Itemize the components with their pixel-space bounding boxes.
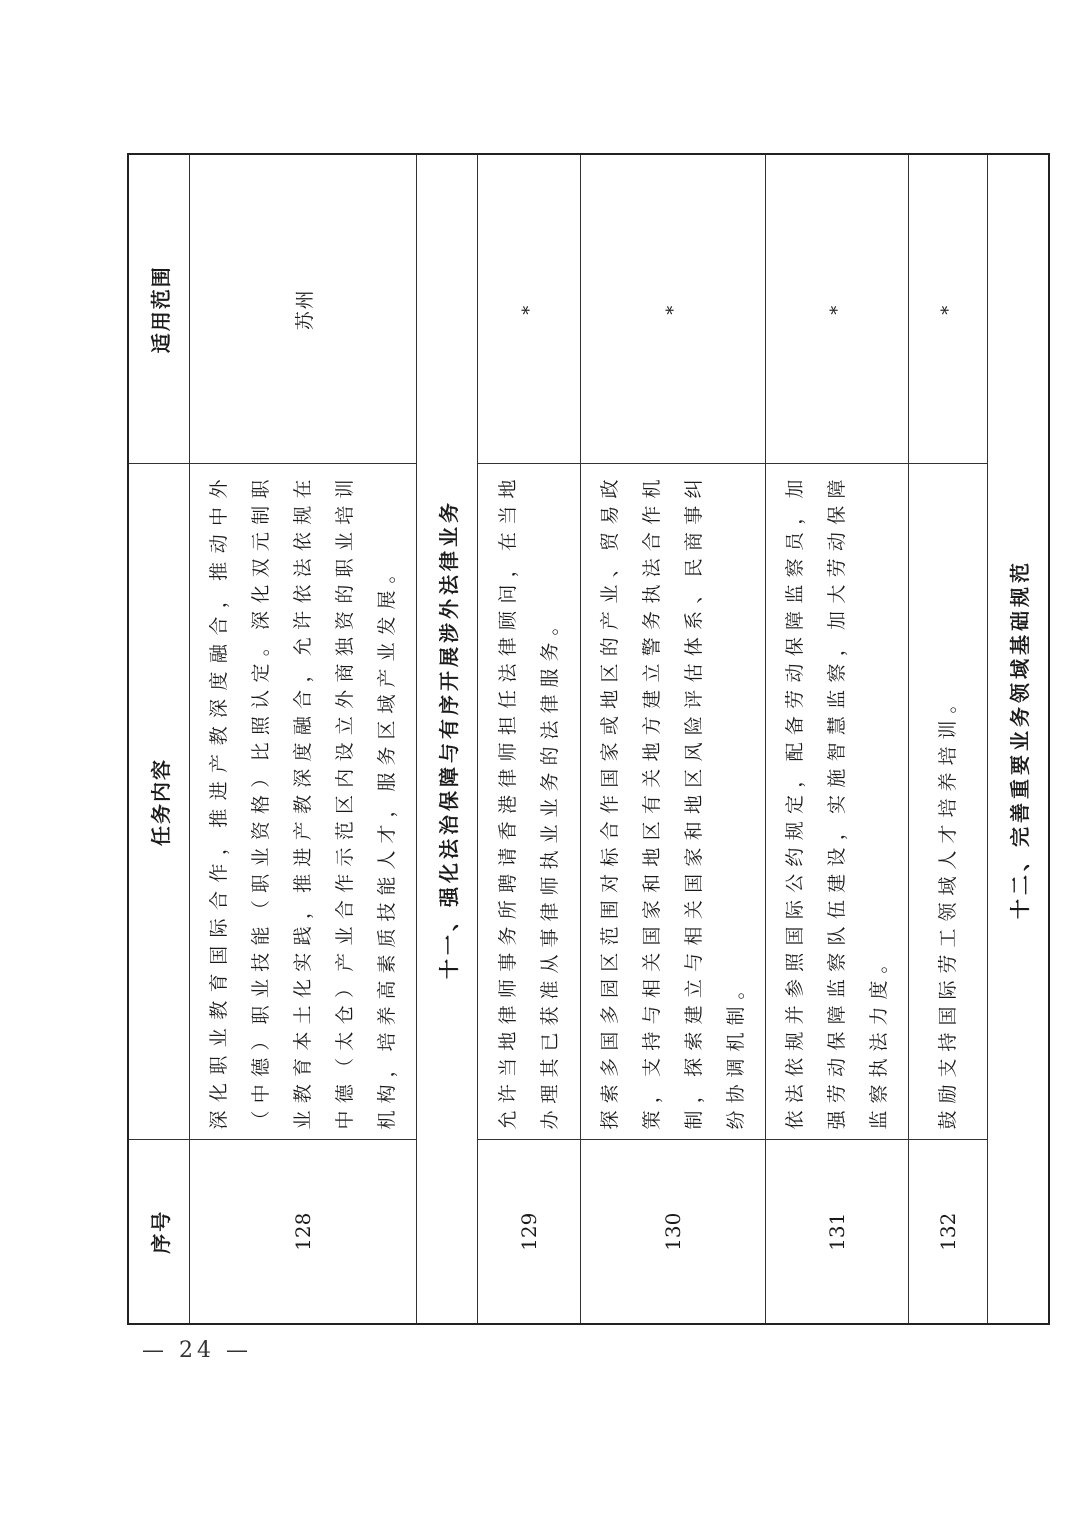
table-row: [190, 154, 417, 1324]
header-scope: 适用范围: [128, 154, 190, 464]
row-scope: *: [766, 154, 909, 464]
table-row: [909, 154, 988, 1324]
row-scope: *: [478, 154, 581, 464]
section-12-title: 十二、完善重要业务领域基础规范: [988, 154, 1050, 1324]
task-table: [127, 153, 1050, 1325]
row-task: 允许当地律师事务所聘请香港律师担任法律顾问，在当地办理其已获准从事律师执业业务的法律服务。: [478, 464, 581, 1140]
row-task: 鼓励支持国际劳工领域人才培养培训。: [909, 464, 988, 1140]
table-row: [581, 154, 766, 1324]
table-header-row: [128, 154, 190, 1324]
row-task: 依法依规并参照国际公约规定，配备劳动保障监察员，加强劳动保障监察队伍建设，实施智慧监察，加大劳动保障监察执法力度。: [766, 464, 909, 1140]
section-heading-row: [988, 154, 1050, 1324]
row-seq: 130: [581, 1140, 766, 1324]
row-seq: 132: [909, 1140, 988, 1324]
table-row: [766, 154, 909, 1324]
row-task: 深化职业教育国际合作，推进产教深度融合，推动中外（中德）职业技能（职业资格）比照认定。深化双元制职业教育本土化实践，推进产教深度融合，允许依法依规在中德（太仓）产业合作示范区内设立外商独资的职业培训机构，培养高素质技能人才，服务区域产业发展。: [190, 464, 417, 1140]
row-seq: 128: [190, 1140, 417, 1324]
row-scope: *: [581, 154, 766, 464]
row-seq: 129: [478, 1140, 581, 1324]
row-scope: *: [909, 154, 988, 464]
rotated-page-content: [127, 155, 1032, 1325]
row-scope: 苏州: [190, 154, 417, 464]
header-seq: 序号: [128, 1140, 190, 1324]
row-seq: 131: [766, 1140, 909, 1324]
page-number: — 24 —: [142, 1338, 252, 1363]
row-task: 探索多国多园区范围对标合作国家或地区的产业、贸易政策，支持与相关国家和地区有关地方建立警务执法合作机制，探索建立与相关国家和地区风险评估体系、民商事纠纷协调机制。: [581, 464, 766, 1140]
section-heading-row: [417, 154, 478, 1324]
table-row: [478, 154, 581, 1324]
header-task: 任务内容: [128, 464, 190, 1140]
section-11-title: 十一、强化法治保障与有序开展涉外法律业务: [417, 154, 478, 1324]
